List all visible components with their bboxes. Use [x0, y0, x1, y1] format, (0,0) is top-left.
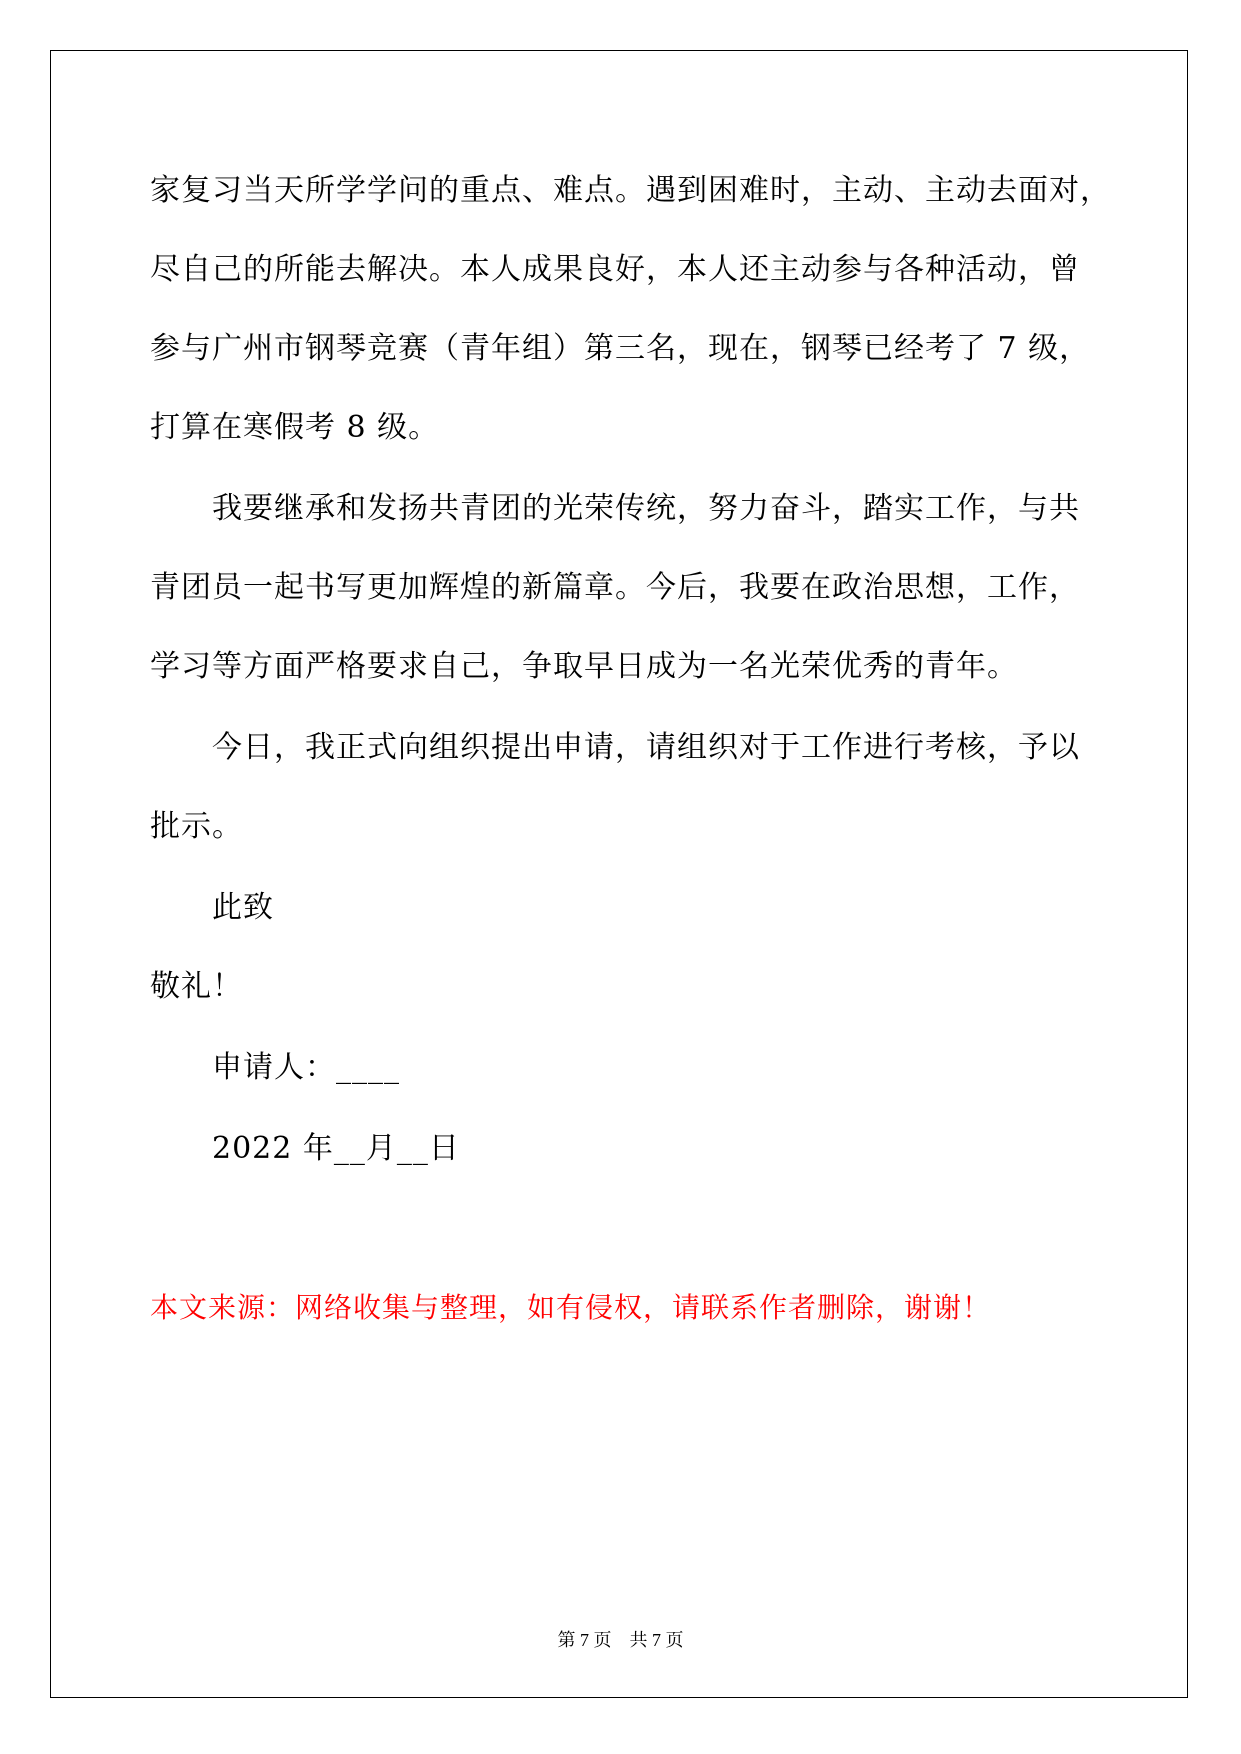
- page-border: [50, 50, 1188, 1698]
- body-line-7: 学习等方面严格要求自己，争取早日成为一名光荣优秀的青年。: [150, 649, 1018, 684]
- source-notice: 本文来源：网络收集与整理，如有侵权，请联系作者删除，谢谢！: [150, 1291, 992, 1324]
- body-line-4: 打算在寒假考 8 级。: [150, 410, 440, 445]
- body-line-5: 我要继承和发扬共青团的光荣传统，努力奋斗，踏实工作，与共: [212, 491, 1080, 526]
- body-line-1: 家复习当天所学学问的重点、难点。遇到困难时，主动、主动去面对，: [150, 173, 1111, 208]
- date-line: 2022 年__月__日: [212, 1131, 460, 1166]
- page-number: 第 7 页 共 7 页: [557, 1630, 684, 1650]
- body-line-2: 尽自己的所能去解决。本人成果良好，本人还主动参与各种活动，曾: [150, 252, 1080, 287]
- salute-text: 敬礼！: [150, 969, 243, 1004]
- applicant-signature: 申请人：____: [212, 1050, 400, 1085]
- body-line-9: 批示。: [150, 809, 243, 844]
- body-line-8: 今日，我正式向组织提出申请，请组织对于工作进行考核，予以: [212, 730, 1080, 765]
- closing-text: 此致: [212, 890, 274, 925]
- body-line-6: 青团员一起书写更加辉煌的新篇章。今后，我要在政治思想，工作，: [150, 570, 1080, 605]
- body-line-3: 参与广州市钢琴竞赛（青年组）第三名，现在，钢琴已经考了 7 级，: [150, 331, 1091, 366]
